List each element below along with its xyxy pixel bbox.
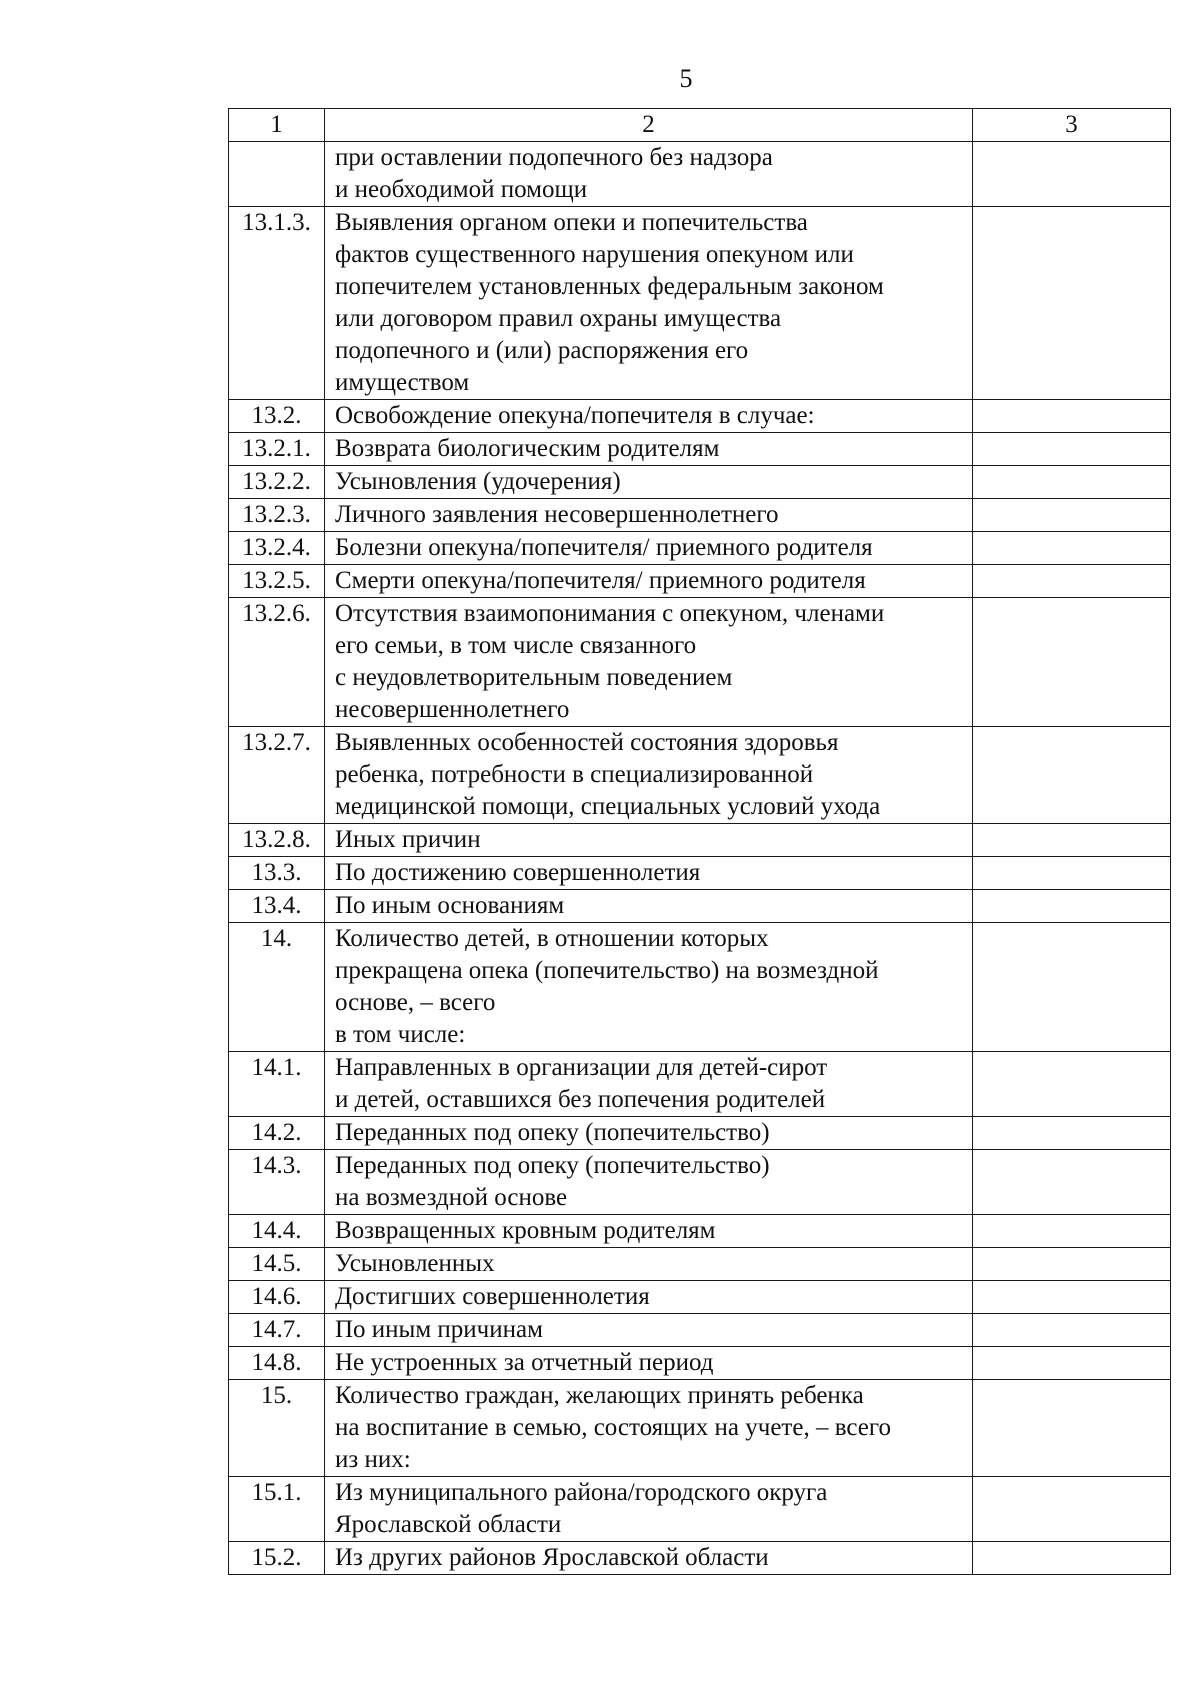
row-value-cell[interactable]	[973, 857, 1171, 890]
row-value-cell[interactable]	[973, 207, 1171, 400]
row-number-cell: 13.2.6.	[229, 598, 325, 727]
row-number-cell: 15.2.	[229, 1542, 325, 1575]
table-row	[229, 565, 1171, 598]
row-indicator-cell: Смерти опекуна/попечителя/ приемного родителя	[325, 565, 973, 598]
row-indicator-cell: Усыновленных	[325, 1248, 973, 1281]
table-row	[229, 1117, 1171, 1150]
row-number-cell: 14.1.	[229, 1052, 325, 1117]
table-row	[229, 1380, 1171, 1477]
row-value-cell[interactable]	[973, 433, 1171, 466]
row-indicator-cell: Личного заявления несовершеннолетнего	[325, 499, 973, 532]
row-value-cell[interactable]	[973, 598, 1171, 727]
row-indicator-cell: Количество граждан, желающих принять ребенка на воспитание в семью, состоящих на учете, – всего из них:	[325, 1380, 973, 1477]
row-number-cell: 14.4.	[229, 1215, 325, 1248]
row-indicator-cell: при оставлении подопечного без надзора и необходимой помощи	[325, 142, 973, 207]
table-row	[229, 400, 1171, 433]
row-number-cell: 13.2.4.	[229, 532, 325, 565]
table-row	[229, 727, 1171, 824]
row-value-cell[interactable]	[973, 1380, 1171, 1477]
row-number-cell: 15.1.	[229, 1477, 325, 1542]
row-number-cell: 13.2.5.	[229, 565, 325, 598]
row-value-cell[interactable]	[973, 1281, 1171, 1314]
row-value-cell[interactable]	[973, 1052, 1171, 1117]
table-header-row	[229, 109, 1171, 142]
row-number-cell: 14.6.	[229, 1281, 325, 1314]
row-number-cell: 13.1.3.	[229, 207, 325, 400]
row-number-cell: 15.	[229, 1380, 325, 1477]
table-body	[229, 142, 1171, 1575]
row-indicator-cell: Из муниципального района/городского округа Ярославской области	[325, 1477, 973, 1542]
row-number-cell	[229, 142, 325, 207]
row-indicator-cell: По иным причинам	[325, 1314, 973, 1347]
table-row	[229, 923, 1171, 1052]
table-row	[229, 1314, 1171, 1347]
row-value-cell[interactable]	[973, 1117, 1171, 1150]
row-indicator-cell: Усыновления (удочерения)	[325, 466, 973, 499]
table-row	[229, 142, 1171, 207]
row-number-cell: 14.8.	[229, 1347, 325, 1380]
row-number-cell: 13.2.	[229, 400, 325, 433]
table-row	[229, 1052, 1171, 1117]
table-row	[229, 207, 1171, 400]
row-value-cell[interactable]	[973, 1248, 1171, 1281]
table-row	[229, 857, 1171, 890]
column-header-number: 1	[229, 109, 325, 142]
table-row	[229, 433, 1171, 466]
row-indicator-cell: Иных причин	[325, 824, 973, 857]
column-header-indicator: 2	[325, 109, 973, 142]
statistics-form-table	[228, 108, 1171, 1575]
row-indicator-cell: Освобождение опекуна/попечителя в случае:	[325, 400, 973, 433]
row-value-cell[interactable]	[973, 532, 1171, 565]
row-number-cell: 14.5.	[229, 1248, 325, 1281]
table-row	[229, 1150, 1171, 1215]
row-number-cell: 13.2.2.	[229, 466, 325, 499]
row-number-cell: 13.4.	[229, 890, 325, 923]
row-value-cell[interactable]	[973, 400, 1171, 433]
row-indicator-cell: По достижению совершеннолетия	[325, 857, 973, 890]
row-number-cell: 13.3.	[229, 857, 325, 890]
table-row	[229, 532, 1171, 565]
row-indicator-cell: Выявления органом опеки и попечительства фактов существенного нарушения опекуном или попечителем установленных федеральным законом или договором правил охраны имущества подопечного и (или) распоряжения его имуществом	[325, 207, 973, 400]
row-indicator-cell: Достигших совершеннолетия	[325, 1281, 973, 1314]
page-number: 5	[679, 64, 693, 93]
row-number-cell: 14.7.	[229, 1314, 325, 1347]
row-indicator-cell: Возврата биологическим родителям	[325, 433, 973, 466]
row-value-cell[interactable]	[973, 923, 1171, 1052]
row-value-cell[interactable]	[973, 1150, 1171, 1215]
row-value-cell[interactable]	[973, 1314, 1171, 1347]
row-indicator-cell: По иным основаниям	[325, 890, 973, 923]
table-row	[229, 466, 1171, 499]
row-indicator-cell: Переданных под опеку (попечительство)	[325, 1117, 973, 1150]
row-value-cell[interactable]	[973, 142, 1171, 207]
table-row	[229, 598, 1171, 727]
row-value-cell[interactable]	[973, 890, 1171, 923]
row-value-cell[interactable]	[973, 499, 1171, 532]
row-number-cell: 13.2.8.	[229, 824, 325, 857]
row-value-cell[interactable]	[973, 824, 1171, 857]
row-indicator-cell: Отсутствия взаимопонимания с опекуном, членами его семьи, в том числе связанного с неудовлетворительным поведением несовершеннолетнего	[325, 598, 973, 727]
row-value-cell[interactable]	[973, 1542, 1171, 1575]
column-header-value: 3	[973, 109, 1171, 142]
table-row	[229, 824, 1171, 857]
row-indicator-cell: Переданных под опеку (попечительство) на возмездной основе	[325, 1150, 973, 1215]
table-row	[229, 890, 1171, 923]
row-number-cell: 13.2.1.	[229, 433, 325, 466]
row-number-cell: 14.2.	[229, 1117, 325, 1150]
row-number-cell: 13.2.3.	[229, 499, 325, 532]
row-indicator-cell: Не устроенных за отчетный период	[325, 1347, 973, 1380]
row-value-cell[interactable]	[973, 1215, 1171, 1248]
row-indicator-cell: Болезни опекуна/попечителя/ приемного родителя	[325, 532, 973, 565]
row-value-cell[interactable]	[973, 1477, 1171, 1542]
row-indicator-cell: Выявленных особенностей состояния здоровья ребенка, потребности в специализированной медицинской помощи, специальных условий ухода	[325, 727, 973, 824]
row-indicator-cell: Направленных в организации для детей-сирот и детей, оставшихся без попечения родителей	[325, 1052, 973, 1117]
table-row	[229, 1215, 1171, 1248]
table-row	[229, 1281, 1171, 1314]
table-row	[229, 1347, 1171, 1380]
row-indicator-cell: Из других районов Ярославской области	[325, 1542, 973, 1575]
row-value-cell[interactable]	[973, 1347, 1171, 1380]
row-value-cell[interactable]	[973, 727, 1171, 824]
row-value-cell[interactable]	[973, 565, 1171, 598]
row-number-cell: 13.2.7.	[229, 727, 325, 824]
row-number-cell: 14.	[229, 923, 325, 1052]
row-indicator-cell: Количество детей, в отношении которых прекращена опека (попечительство) на возмездной основе, – всего в том числе:	[325, 923, 973, 1052]
table-row	[229, 499, 1171, 532]
row-number-cell: 14.3.	[229, 1150, 325, 1215]
row-value-cell[interactable]	[973, 466, 1171, 499]
table-row	[229, 1542, 1171, 1575]
table-row	[229, 1248, 1171, 1281]
row-indicator-cell: Возвращенных кровным родителям	[325, 1215, 973, 1248]
table-row	[229, 1477, 1171, 1542]
